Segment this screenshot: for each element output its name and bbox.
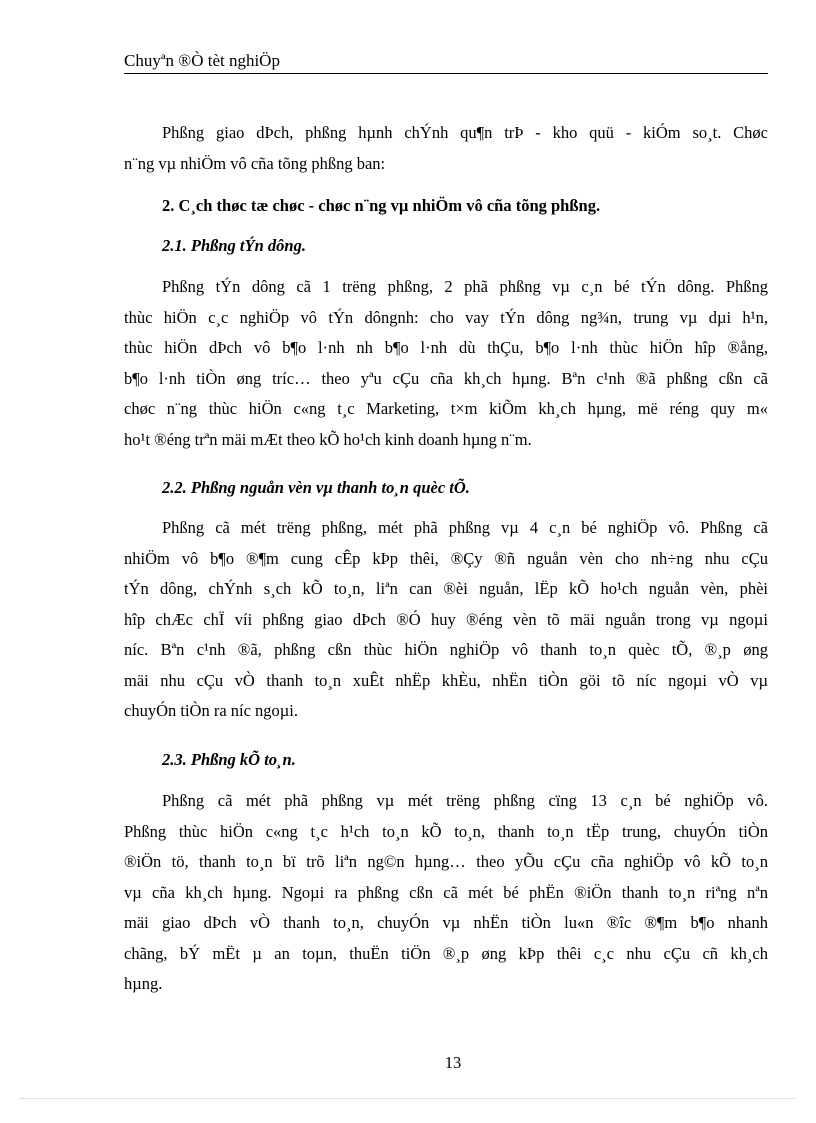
text-line: Phßng cã mét phã phßng vµ mét trëng phßng cïng 13 c¸n bé nghiÖp vô.: [162, 791, 768, 810]
text-line: hîp chÆc chÏ víi phßng giao dÞch ®Ó huy ®éng vèn tõ mäi nguån trong vµ ngoµi: [124, 609, 768, 629]
paragraph-intro: [124, 118, 768, 179]
text-line: thùc hiÖn c¸c nghiÖp vô tÝn dôngnh: cho vay tÝn dông ng¾n, trung vµ dµi h¹n,: [124, 307, 768, 327]
text-line: Phßng giao dÞch, phßng hµnh chÝnh qu¶n trÞ - kho quü - kiÓm so¸t. Chøc: [162, 123, 768, 142]
page-number: 13: [444, 1053, 462, 1072]
text-line: b¶o l·nh tiÒn øng tríc… theo yªu cÇu cña kh¸ch hµng. Bªn c¹nh ®ã phßng cßn cã: [124, 368, 768, 388]
section-heading: 2. C¸ch thøc tæ chøc - chøc n¨ng vµ nhiÖm vô cña tõng phßng.: [162, 196, 601, 215]
text-line: n¨ng vµ nhiÖm vô cña tõng phßng ban:: [124, 153, 386, 173]
text-line: nhiÖm vô b¶o ®¶m cung cÊp kÞp thêi, ®Çy ®ñ nguån vèn cho nh÷ng nhu cÇu: [124, 548, 768, 568]
text-line: chãng, bÝ mËt µ an toµn, thuËn tiÖn ®¸p øng kÞp thêi c¸c nhu cÇu cñ kh¸ch: [124, 943, 768, 963]
text-line: Phßng cã mét trëng phßng, mét phã phßng vµ 4 c¸n bé nghiÖp vô. Phßng cã: [162, 518, 768, 537]
header-title: Chuyªn ®Ò tèt nghiÖp: [124, 51, 280, 70]
text-line: mäi nhu cÇu vÒ thanh to¸n xuÊt nhËp khÈu, nhËn tiÒn göi tõ níc ngoµi vÒ vµ: [124, 670, 768, 690]
text-line: thùc hiÖn dÞch vô b¶o l·nh nh b¶o l·nh dù thÇu, b¶o l·nh thùc hiÖn hîp ®ång,: [124, 338, 768, 357]
text-line: vµ cña kh¸ch hµng. Ngoµi ra phßng cßn cã mét bé phËn ®iÖn thanh to¸n riªng nªn: [124, 882, 768, 902]
paragraph-credit: [124, 272, 768, 455]
page-bottom-divider: [20, 1098, 796, 1099]
document-header: [124, 50, 768, 74]
subsection-heading-credit: 2.1. Phßng tÝn dông.: [162, 236, 306, 255]
subsection-heading-accounting: 2.3. Phßng kÕ to¸n.: [162, 750, 296, 769]
text-line: hµng.: [124, 974, 163, 993]
text-line: chøc n¨ng thùc hiÖn c«ng t¸c Marketing, t×m kiÕm kh¸ch hµng, më réng quy m«: [124, 399, 768, 418]
text-line: ho¹t ®éng trªn mäi mÆt theo kÕ ho¹ch kinh doanh hµng n¨m.: [124, 429, 532, 449]
text-line: chuyÓn tiÒn ra níc ngoµi.: [124, 701, 299, 720]
text-line: tÝn dông, chÝnh s¸ch kÕ to¸n, liªn can ®èi nguån, lËp kÕ ho¹ch nguån vèn, phèi: [124, 579, 768, 598]
text-line: ®iÖn tö, thanh to¸n bï trõ liªn ng©n hµng… theo yÕu cÇu cña nghiÖp vô kÕ to¸n: [124, 852, 768, 871]
paragraph-capital: [124, 513, 768, 727]
text-line: mäi giao dÞch vÒ thanh to¸n, chuyÓn vµ nhËn tiÒn lu«n ®îc ®¶m b¶o nhanh: [124, 913, 768, 932]
paragraph-accounting: [124, 786, 768, 1000]
text-line: Phßng tÝn dông cã 1 trëng phßng, 2 phã phßng vµ c¸n bé tÝn dông. Phßng: [162, 277, 768, 296]
text-line: níc. Bªn c¹nh ®ã, phßng cßn thùc hiÖn nghiÖp vô thanh to¸n quèc tÕ, ®¸p øng: [124, 640, 768, 659]
subsection-heading-capital: 2.2. Phßng nguån vèn vµ thanh to¸n quèc tÕ.: [162, 478, 470, 497]
text-line: Phßng thùc hiÖn c«ng t¸c h¹ch to¸n kÕ to¸n, thanh to¸n tËp trung, chuyÓn tiÒn: [124, 821, 768, 841]
